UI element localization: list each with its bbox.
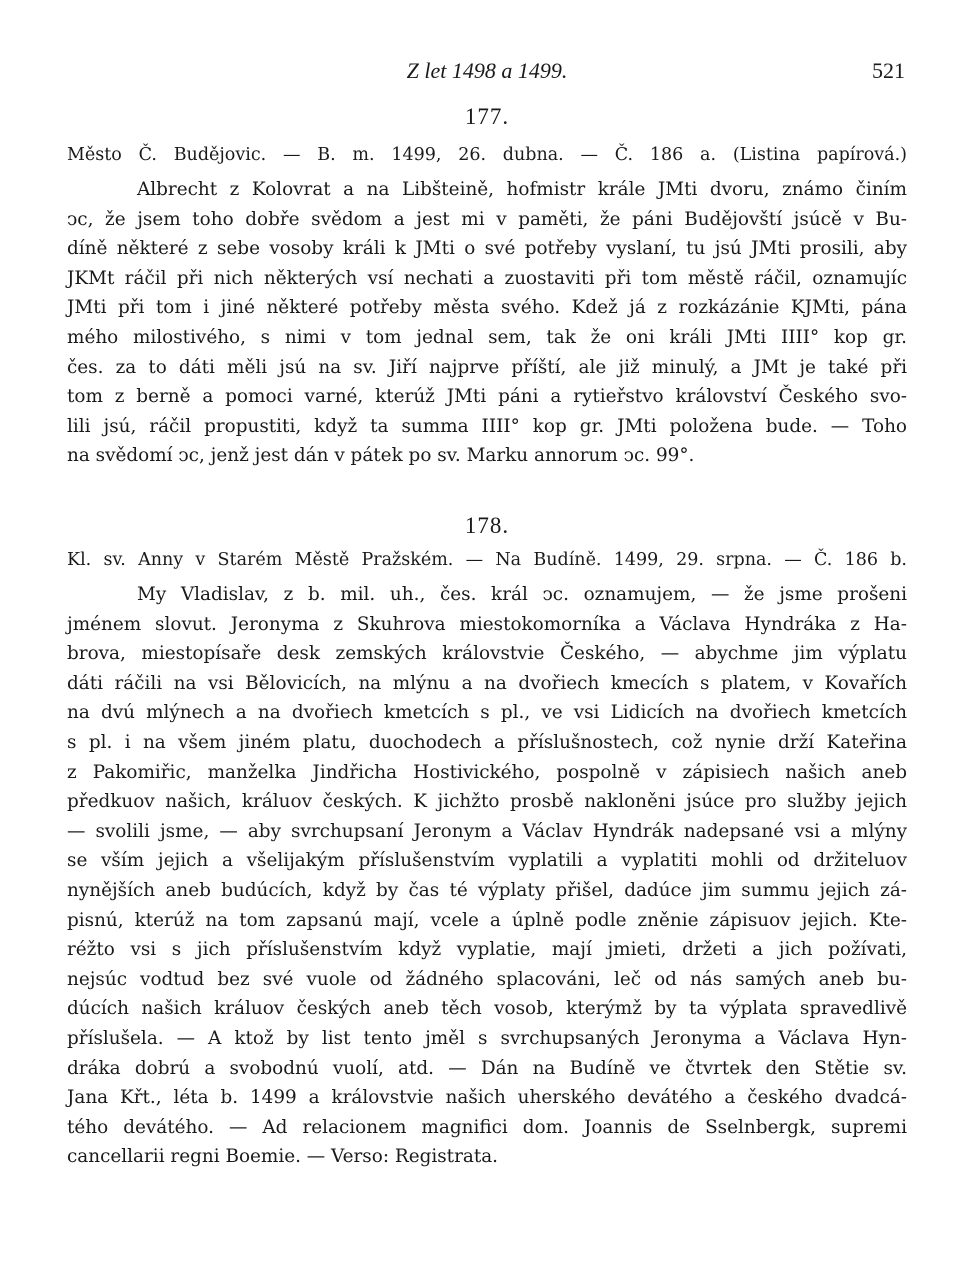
document-header: Kl. sv. Anny v Starém Městě Pražském. — Na Budíně. 1499, 29. srpna. — Č. 186 b. bbox=[67, 550, 907, 570]
document-number: 178. bbox=[464, 513, 510, 538]
text-line: pisnú, kterúž na tom zapsanú mají, vcele a úplně podle zněnie zápisuov jejich. Kte- bbox=[67, 909, 907, 931]
text-line: Jana Křt., léta b. 1499 a královstvie našich uherského devátého a českého dvadcá- bbox=[67, 1087, 907, 1109]
text-line: jménem slovut. Jeronyma z Skuhrova miestokomorníka a Václava Hyndráka z Ha- bbox=[67, 613, 907, 635]
document-body bbox=[67, 175, 907, 471]
text-line: nejsúc vodtud bez své vuole od žádného splacováni, leč od nás samých aneb bu- bbox=[67, 968, 907, 990]
text-line: tom z berně a pomoci varné, kterúž JMti páni a rytieřstvo království Českého svo- bbox=[67, 386, 907, 408]
text-line: dráka dobrú a svobodnú vuolí, atd. — Dán na Budíně ve čtvrtek den Stětie sv. bbox=[67, 1057, 907, 1079]
text-line: díně některé z sebe vosoby králi k JMti o své potřeby vyslaní, tu jsú JMti prosili, aby bbox=[67, 238, 907, 260]
text-line: My Vladislav, z b. mil. uh., čes. král ↄc. oznamujem, — že jsme prošeni bbox=[137, 584, 907, 605]
document-178 bbox=[67, 508, 907, 1172]
text-line: dáti ráčili na vsi Bělovicích, na mlýnu a na dvořiech kmecích s platem, v Kovařích bbox=[67, 672, 907, 694]
text-line: s pl. i na všem jiném platu, duochodech a příslušnostech, což nynie drží Kateřina bbox=[67, 731, 907, 753]
running-title: Z let 1498 a 1499. bbox=[406, 58, 568, 83]
text-line: z Pakomiřic, manželka Jindřicha Hostivického, pospolně v zápisiech našich aneb bbox=[67, 761, 907, 783]
text-line: dúcích našich králuov českých aneb těch vosob, kterýmž by ta výplata spravedlivě bbox=[67, 998, 907, 1020]
running-head bbox=[67, 58, 907, 88]
text-line: cancellarii regni Boemie. — Verso: Registrata. bbox=[67, 1146, 499, 1168]
text-line: brova, miestopísaře desk zemských královstvie Českého, — abychme jim výplatu bbox=[67, 643, 907, 665]
text-line: se vším jejich a všelijakým příslušenstvím vyplatili a vyplatiti mohli od držiteluov bbox=[67, 850, 907, 872]
text-line: ↄc, že jsem toho dobře svědom a jest mi v paměti, že páni Budějovští jsúcě v Bu- bbox=[67, 208, 907, 230]
document-body bbox=[67, 580, 907, 1172]
text-line: JMti při tom i jiné některé potřeby města svého. Kdež já z rozkázánie KJMti, pána bbox=[67, 297, 907, 319]
text-line: — svolili jsme, — aby svrchupsaní Jeronym a Václav Hyndrák nadepsané vsi a mlýny bbox=[67, 820, 907, 842]
page-number: 521 bbox=[872, 58, 905, 83]
text-line: Albrecht z Kolovrat a na Libšteině, hofmistr krále JMti dvoru, známo činím bbox=[137, 179, 907, 200]
document-header: Město Č. Budějovic. — B. m. 1499, 26. dubna. — Č. 186 a. (Listina papírová.) bbox=[67, 145, 907, 165]
text-line: mého milostivého, s nimi v tom jednal sem, tak že oni králi JMti IIII° kop gr. bbox=[67, 326, 907, 348]
text-line: čes. za to dáti měli jsú na sv. Jiří najprve příští, ale již minulý, a JMt je také při bbox=[67, 356, 907, 378]
text-line: réžto vsi s jich příslušenstvím když vyplatie, mají jmieti, držeti a jich požívati, bbox=[67, 939, 907, 961]
document-177 bbox=[67, 99, 907, 471]
text-line: na svědomí ↄc, jenž jest dán v pátek po sv. Marku annorum ↄc. 99°. bbox=[67, 445, 695, 467]
text-line: předkuov našich, králuov českých. K jichžto prosbě nakloněni jsúce pro služby jejich bbox=[67, 791, 907, 813]
text-line: nynějších aneb budúcích, když by čas té výplaty přišel, dadúce jim summu jejich zá- bbox=[67, 879, 907, 901]
text-line: na dvú mlýnech a na dvořiech kmetcích s pl., ve vsi Lidicích na dvořiech kmetcích bbox=[67, 702, 907, 724]
text-line: JKMt ráčil při nich některých vsí nechati a zuostaviti při tom městě ráčil, oznamujíc bbox=[67, 267, 907, 289]
text-line: tého devátého. — Ad relacionem magnifici dom. Joannis de Sselnbergk, supremi bbox=[67, 1116, 907, 1138]
text-line: příslušela. — A ktož by list tento jměl s svrchupsaných Jeronyma a Václava Hyn- bbox=[67, 1027, 907, 1049]
document-number: 177. bbox=[464, 104, 510, 129]
text-line: lili jsú, ráčil propustiti, když ta summa IIII° kop gr. JMti položena bude. — Toho bbox=[67, 415, 907, 437]
